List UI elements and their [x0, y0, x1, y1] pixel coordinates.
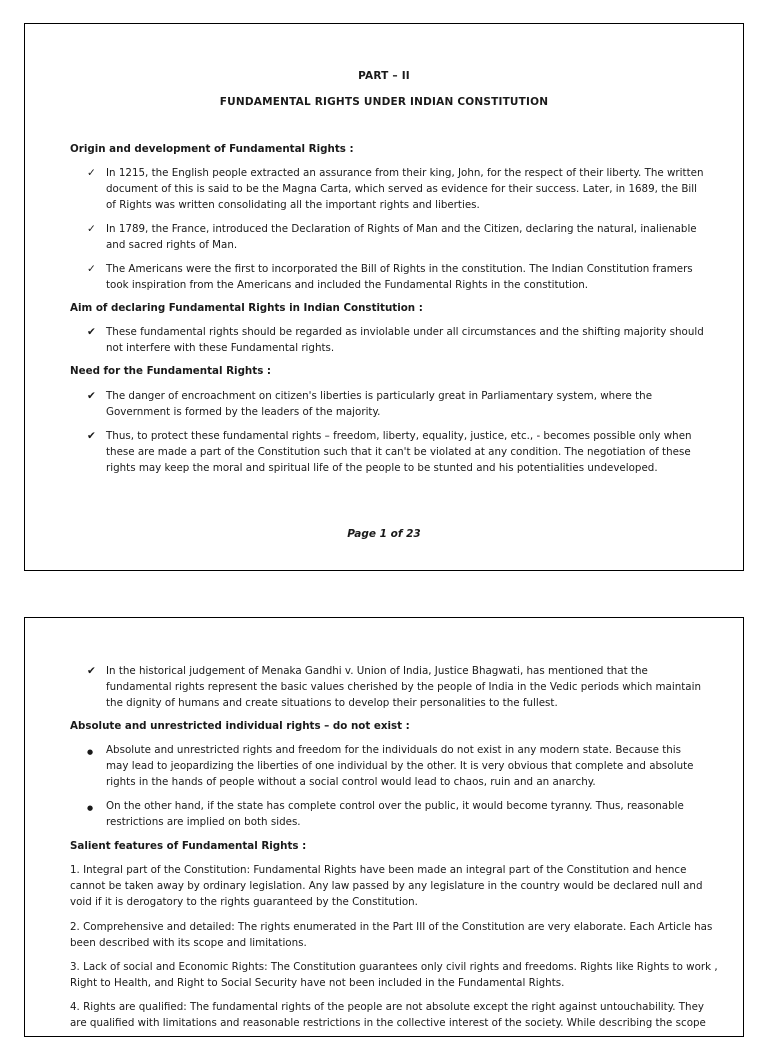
list-item — [87, 798, 705, 830]
checkmark-bold-icon: ✔ — [87, 390, 96, 402]
section-heading-origin: Origin and development of Fundamental Rights : — [70, 143, 354, 155]
list-item — [87, 324, 705, 356]
checkmark-bold-icon: ✔ — [87, 665, 96, 677]
bullet-dot-icon: ● — [87, 804, 94, 812]
list-item-text: In the historical judgement of Menaka Gandhi v. Union of India, Justice Bhagwati, has mentioned that the fundamental rights represent the basic values cherished by the people of India in the Vedic periods which maintain the dignity of humans and create situations to develop their personalities to the fullest. — [106, 665, 701, 710]
section-heading-salient: Salient features of Fundamental Rights : — [70, 840, 307, 852]
page-number: Page 1 of 23 — [347, 528, 421, 540]
checkmark-bold-icon: ✔ — [87, 430, 96, 442]
document-page-2 — [24, 617, 744, 1037]
numbered-paragraph: 4. Rights are qualified: The fundamental rights of the people are not absolute except the right against untouchability. They are qualified with limitations and reasonable restrictions in the collective interest of the society. While describing the scope — [70, 1001, 706, 1030]
section-heading-need: Need for the Fundamental Rights : — [70, 365, 272, 377]
list-item-text: On the other hand, if the state has complete control over the public, it would become tyranny. Thus, reasonable restrictions are implied on both sides. — [106, 800, 684, 829]
list-item — [87, 388, 705, 420]
section-heading-absolute: Absolute and unrestricted individual rights – do not exist : — [70, 720, 410, 732]
list-item — [87, 428, 705, 477]
list-item-text: The Americans were the first to incorporated the Bill of Rights in the constitution. The Indian Constitution framers took inspiration from the Americans and included the Fundamental Rights in the constitution. — [106, 263, 693, 292]
list-item-text: The danger of encroachment on citizen's liberties is particularly great in Parliamentary system, where the Government is formed by the leaders of the majority. — [106, 390, 653, 419]
list-item — [87, 221, 705, 253]
section-heading-aim: Aim of declaring Fundamental Rights in Indian Constitution : — [70, 302, 423, 314]
checkmark-icon: ✓ — [87, 223, 96, 235]
part-title: PART – II — [358, 70, 410, 82]
list-item-text: These fundamental rights should be regarded as inviolable under all circumstances and the shifting majority should not interfere with these Fundamental rights. — [106, 326, 704, 355]
list-item-text: Absolute and unrestricted rights and freedom for the individuals do not exist in any modern state. Because this may lead to jeopardizing the liberties of one individual by the other. It is very obvious that complete and absolute rights in the hands of people without a social control would lead to chaos, ruin and an anarchy. — [106, 744, 694, 789]
checkmark-bold-icon: ✔ — [87, 326, 96, 338]
list-item — [87, 663, 705, 712]
document-page-1 — [24, 23, 744, 571]
document-title: FUNDAMENTAL RIGHTS UNDER INDIAN CONSTITUTION — [219, 96, 549, 108]
list-item — [87, 165, 705, 214]
list-item — [87, 742, 705, 791]
list-item-text: In 1789, the France, introduced the Declaration of Rights of Man and the Citizen, declaring the natural, inalienable and sacred rights of Man. — [106, 223, 697, 252]
numbered-paragraph: 3. Lack of social and Economic Rights: The Constitution guarantees only civil rights and freedoms. Rights like Rights to work , Right to Health, and Right to Social Security have not been included in the Fundamental Rights. — [70, 961, 718, 990]
bullet-dot-icon: ● — [87, 748, 94, 756]
list-item-text: In 1215, the English people extracted an assurance from their king, John, for the respect of their liberty. The written document of this is said to be the Magna Carta, which served as evidence for their success. Later, in 1689, the Bill of Rights was written consolidating all the important rights and liberties. — [106, 167, 704, 212]
checkmark-icon: ✓ — [87, 263, 96, 275]
list-item-text: Thus, to protect these fundamental rights – freedom, liberty, equality, justice, etc., - becomes possible only when these are made a part of the Constitution such that it can't be violated at any condition. The negotiation of these rights may keep the moral and spiritual life of the people to be stunted and his potentialities undeveloped. — [106, 430, 692, 475]
numbered-paragraph: 1. Integral part of the Constitution: Fundamental Rights have been made an integral part of the Constitution and hence cannot be taken away by ordinary legislation. Any law passed by any legislature in the country would be declared null and void if it is derogatory to the rights guaranteed by the Constitution. — [70, 864, 703, 909]
numbered-paragraph: 2. Comprehensive and detailed: The rights enumerated in the Part III of the Constitution are very elaborate. Each Article has been described with its scope and limitations. — [70, 921, 713, 950]
checkmark-icon: ✓ — [87, 167, 96, 179]
list-item — [87, 261, 705, 293]
